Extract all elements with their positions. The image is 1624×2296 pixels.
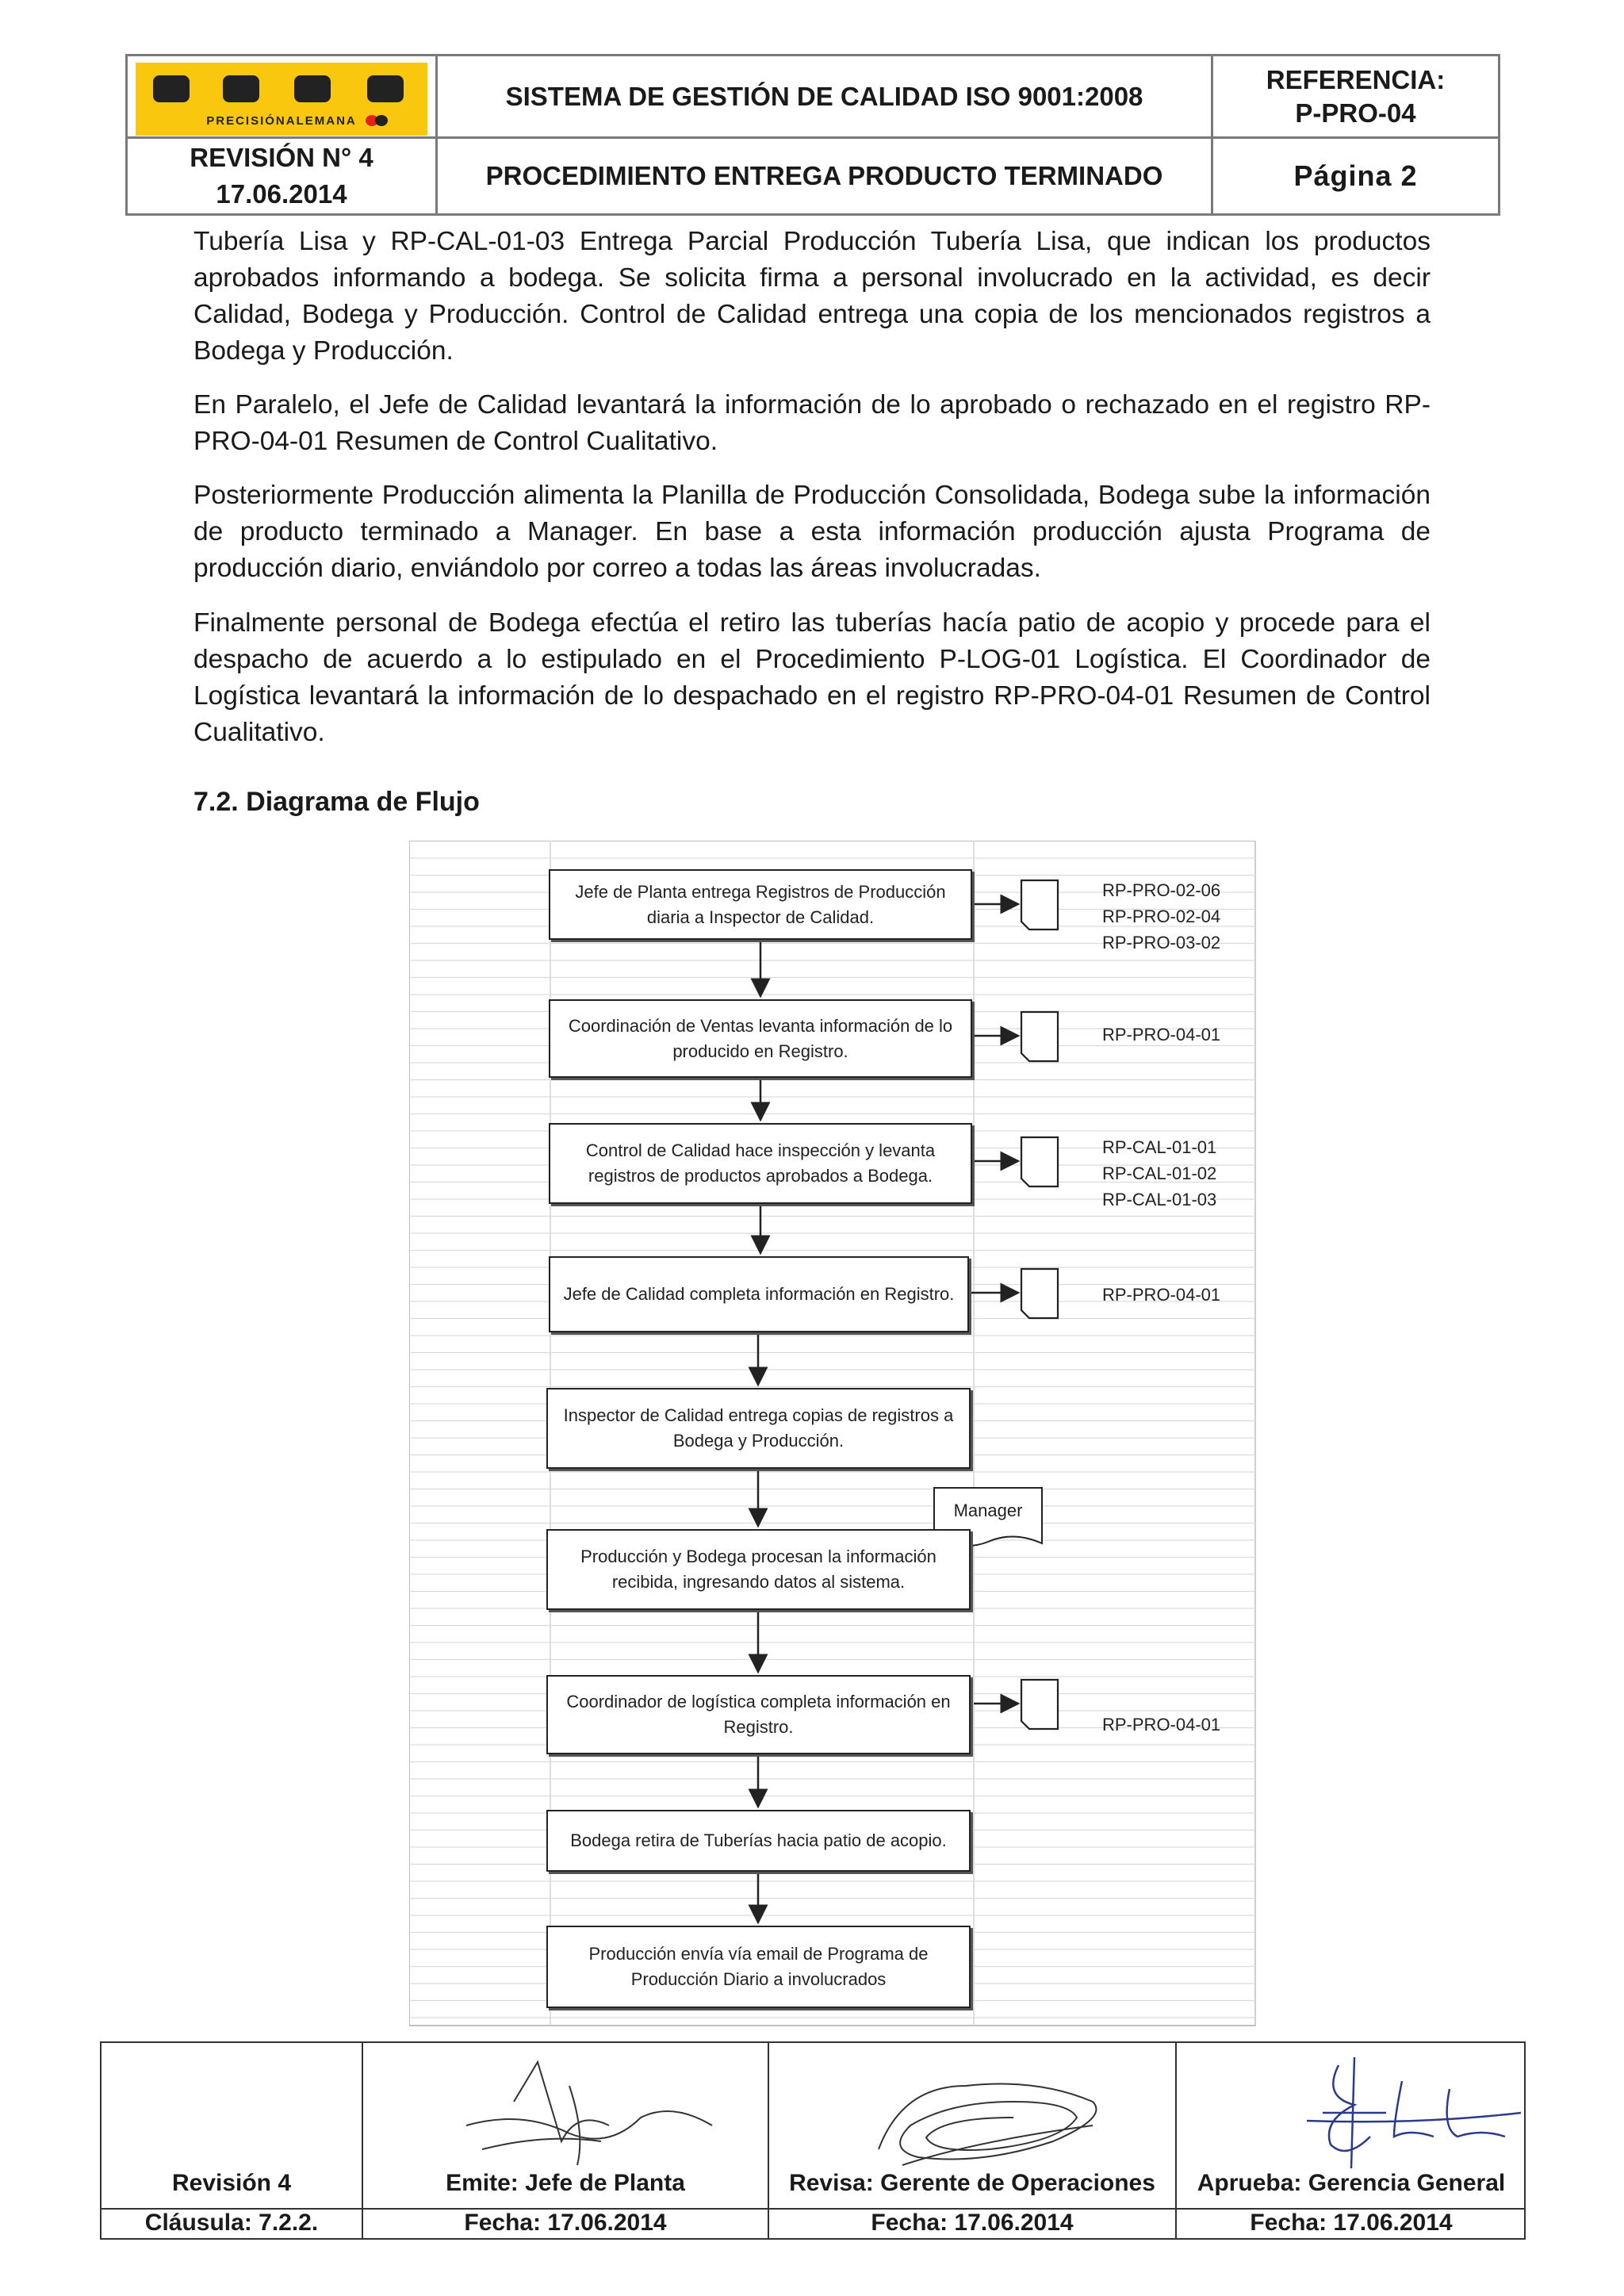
paragraph: Finalmente personal de Bodega efectúa el retiro las tuberías hacía patio de acopio y procede para el despacho de acuerdo a lo estipulado en el Procedimiento P-LOG-01 Logística. El Coordinador de Logística levantará la información de lo despachado en el registro RP-PRO-04-01 Resumen de Control Cualitativo. bbox=[193, 608, 1431, 747]
signature-emite bbox=[450, 2054, 752, 2173]
record-code: RP-PRO-04-01 bbox=[1102, 1715, 1221, 1734]
record-code: RP-PRO-04-01 bbox=[1102, 1025, 1221, 1045]
revision-number: REVISIÓN N° 4 bbox=[190, 143, 373, 172]
flow-step: Jefe de Planta entrega Registros de Producción diaria a Inspector de Calidad. bbox=[549, 869, 972, 940]
paragraph: Posteriormente Producción alimenta la Planilla de Producción Consolidada, Bodega sube la información de producto terminado a Manager. En base a esta información producción ajusta Programa de producción diario, enviándolo por correo a todas las áreas involucradas. bbox=[193, 481, 1431, 583]
record-codes bbox=[1102, 1711, 1220, 1738]
flow-step: Producción envía vía email de Programa de Producción Diario a involucrados bbox=[546, 1926, 971, 2008]
clausula-cell: Cláusula: 7.2.2. bbox=[144, 2210, 319, 2236]
document-icon bbox=[1021, 1012, 1058, 1061]
record-code: RP-PRO-02-04 bbox=[1102, 907, 1221, 926]
fecha-cell: Fecha: 17.06.2014 bbox=[464, 2210, 667, 2236]
flow-step: Inspector de Calidad entrega copias de registros a Bodega y Producción. bbox=[546, 1388, 971, 1469]
reference-code: P-PRO-04 bbox=[1295, 98, 1416, 128]
page-number: Página 2 bbox=[1293, 159, 1418, 192]
manager-label: Manager bbox=[953, 1501, 1023, 1520]
flow-step: Control de Calidad hace inspección y levanta registros de productos aprobados a Bodega. bbox=[549, 1123, 972, 1204]
flow-step: Bodega retira de Tuberías hacia patio de acopio. bbox=[546, 1810, 971, 1872]
emite-cell: Emite: Jefe de Planta bbox=[446, 2170, 685, 2196]
document-icon bbox=[1021, 1137, 1058, 1186]
logo-text: PRECISIÓNALEMANA bbox=[206, 114, 357, 128]
revision-box bbox=[128, 139, 435, 213]
document-icon bbox=[1021, 880, 1058, 930]
record-code: RP-PRO-04-01 bbox=[1102, 1285, 1221, 1305]
record-codes bbox=[1102, 1282, 1220, 1308]
fecha-cell: Fecha: 17.06.2014 bbox=[1250, 2210, 1453, 2236]
reference-box bbox=[1213, 56, 1498, 136]
record-codes bbox=[1102, 1022, 1220, 1048]
paragraph: En Paralelo, el Jefe de Calidad levantará la información de lo aprobado o rechazado en el registro RP-PRO-04-01 Resumen de Control Cualitativo. bbox=[193, 390, 1431, 456]
document-header bbox=[125, 54, 1500, 216]
record-code: RP-PRO-02-06 bbox=[1102, 880, 1221, 900]
revisa-cell: Revisa: Gerente de Operaciones bbox=[789, 2170, 1155, 2196]
revision-date: 17.06.2014 bbox=[216, 179, 347, 209]
reference-label: REFERENCIA: bbox=[1266, 64, 1446, 94]
flow-step: Coordinador de logística completa información en Registro. bbox=[546, 1675, 971, 1754]
system-title: SISTEMA DE GESTIÓN DE CALIDAD ISO 9001:2008 bbox=[505, 81, 1143, 111]
approval-table bbox=[100, 2041, 1526, 2240]
document-icon bbox=[1021, 1680, 1058, 1729]
fecha-cell: Fecha: 17.06.2014 bbox=[871, 2210, 1074, 2236]
record-code: RP-PRO-03-02 bbox=[1102, 933, 1221, 953]
record-codes bbox=[1102, 1134, 1216, 1213]
section-heading: 7.2. Diagrama de Flujo bbox=[193, 787, 480, 817]
record-code: RP-CAL-01-03 bbox=[1102, 1190, 1217, 1209]
document-icon bbox=[1021, 1269, 1058, 1318]
record-code: RP-CAL-01-01 bbox=[1102, 1137, 1217, 1157]
paragraph: Tubería Lisa y RP-CAL-01-03 Entrega Parcial Producción Tubería Lisa, que indican los productos aprobados informando a bodega. Se solicita firma a personal involucrado en la actividad, es decir Calidad, Bodega y Producción. Control de Calidad entrega una copia de los mencionados registros a Bodega y Producción. bbox=[193, 227, 1431, 366]
aprueba-cell: Aprueba: Gerencia General bbox=[1197, 2170, 1506, 2196]
procedure-title: PROCEDIMIENTO ENTREGA PRODUCTO TERMINADO bbox=[485, 161, 1163, 190]
record-code: RP-CAL-01-02 bbox=[1102, 1163, 1217, 1183]
flow-step: Producción y Bodega procesan la información recibida, ingresando datos al sistema. bbox=[546, 1529, 971, 1610]
signature-aprueba bbox=[1275, 2049, 1561, 2176]
revision-cell: Revisión 4 bbox=[171, 2170, 292, 2196]
record-codes bbox=[1102, 877, 1220, 956]
company-logo bbox=[136, 63, 427, 136]
signature-revisa bbox=[855, 2054, 1140, 2181]
flow-step: Coordinación de Ventas levanta información de lo producido en Registro. bbox=[549, 999, 972, 1078]
flow-step: Jefe de Calidad completa información en Registro. bbox=[549, 1256, 969, 1332]
